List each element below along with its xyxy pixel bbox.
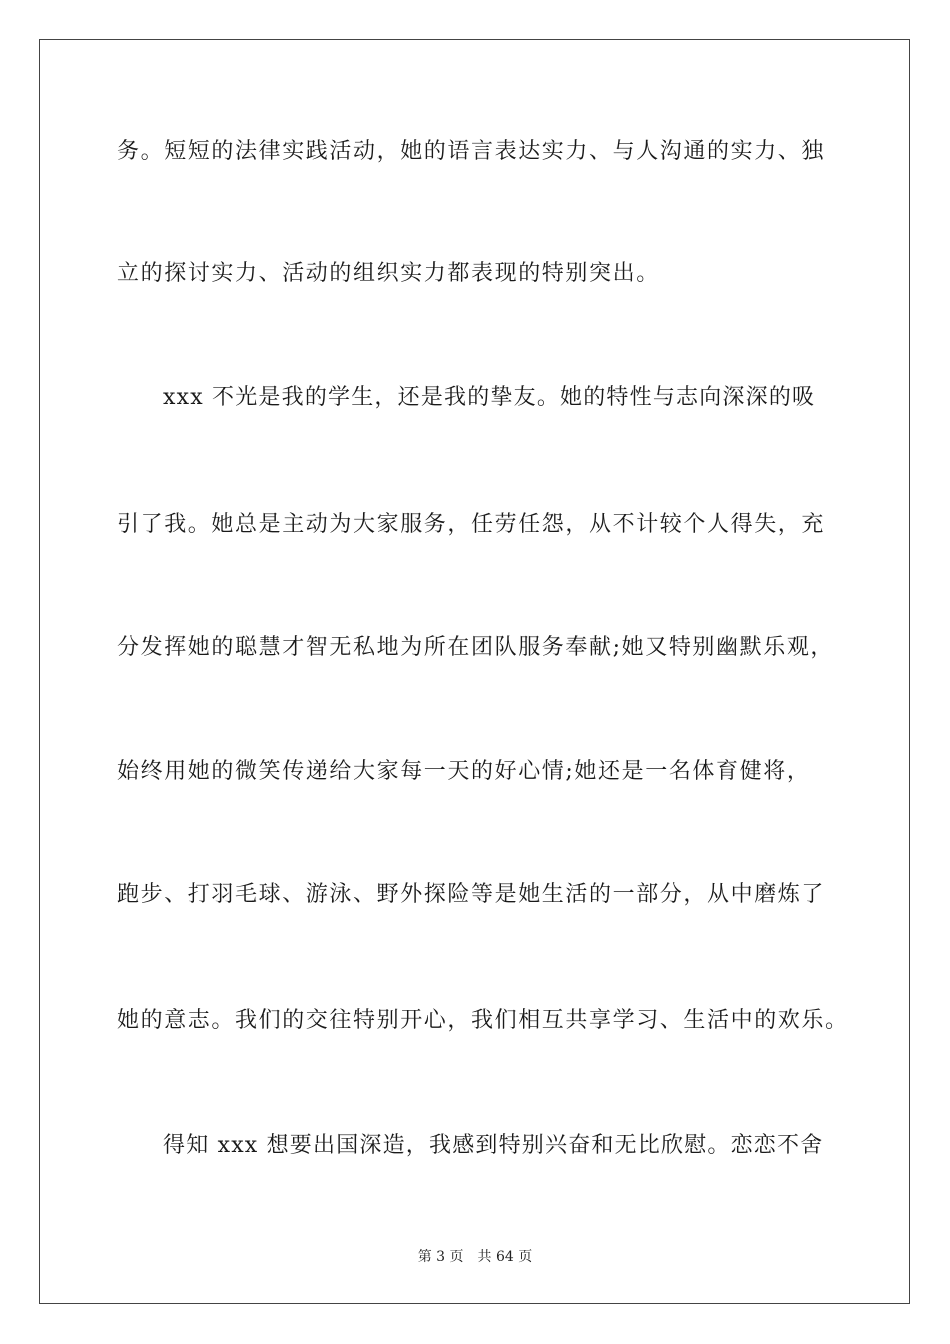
page-footer <box>0 1248 950 1266</box>
body-text-line: 分发挥她的聪慧才智无私地为所在团队服务奉献;她又特别幽默乐观， <box>117 635 835 660</box>
body-text-line: 始终用她的微笑传递给大家每一天的好心情;她还是一名体育健将， <box>117 759 811 784</box>
total-pages: 共 64 页 <box>477 1249 533 1265</box>
paragraph-first-line: 得知 xxx 想要出国深造，我感到特别兴奋和无比欣慰。恋恋不舍 <box>163 1133 824 1158</box>
body-text-line: 引了我。她总是主动为大家服务，任劳任怨，从不计较个人得失，充 <box>117 512 826 537</box>
body-text-line: 务。短短的法律实践活动，她的语言表达实力、与人沟通的实力、独 <box>117 139 826 164</box>
body-text-line: 跑步、打羽毛球、游泳、野外探险等是她生活的一部分，从中磨炼了 <box>117 882 826 907</box>
body-text-line: 立的探讨实力、活动的组织实力都表现的特别突出。 <box>117 261 660 286</box>
body-text-line: 她的意志。我们的交往特别开心，我们相互共享学习、生活中的欢乐。 <box>117 1008 849 1033</box>
page-number: 第 3 页 <box>417 1249 464 1265</box>
page-border <box>39 39 910 1304</box>
paragraph-first-line: xxx 不光是我的学生，还是我的挚友。她的特性与志向深深的吸 <box>163 385 816 410</box>
